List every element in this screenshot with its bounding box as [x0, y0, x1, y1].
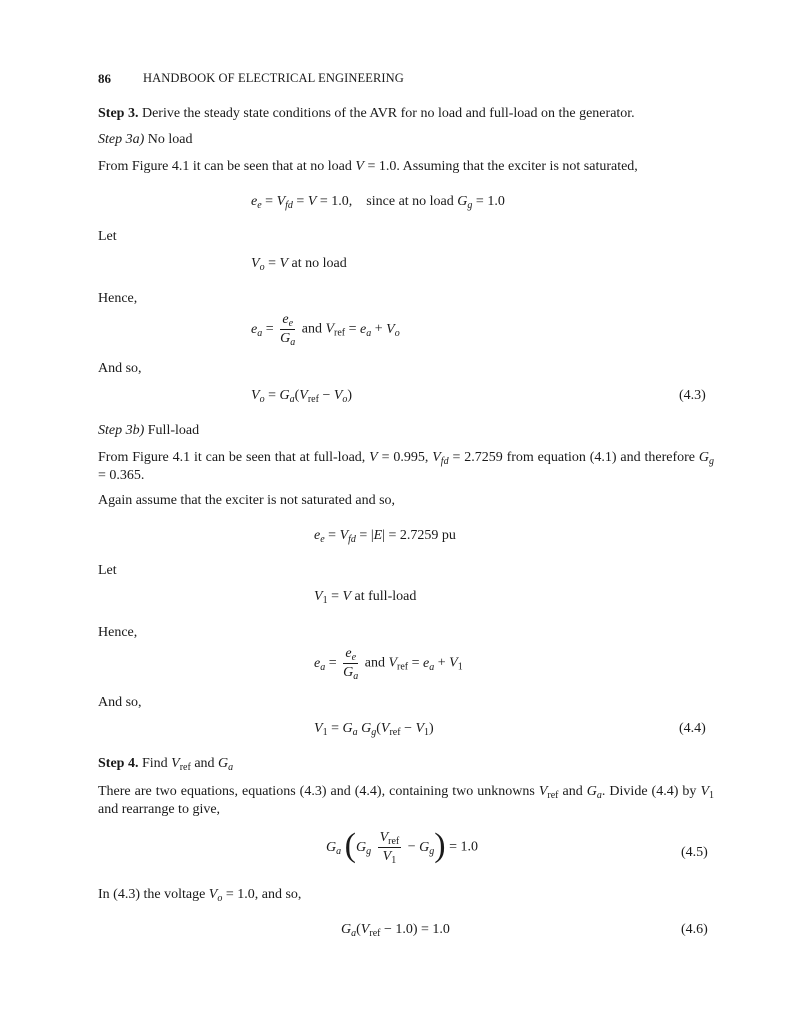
- step3b-label: Step 3b): [98, 423, 145, 438]
- equation-fullload: $e_e = V_{fd} = |E| = 2.7259$ pu: [314, 528, 456, 545]
- step3-label: Step 3.: [98, 106, 139, 121]
- equation-4-5: $G_a$ ($G_g$ $\frac{V_{ref}}{V_1}$ − $G_g) = 1.0$: [326, 826, 479, 866]
- equation-4-4: $V_1 = G_a$ $G_g(V_{ref} - V_1)$: [314, 721, 434, 738]
- step4-label: Step 4.: [98, 756, 139, 771]
- word-hence-1: Hence,: [98, 291, 138, 306]
- paragraph-two-equations: There are two equations, equations (4.3) and (4.4), containing two unknowns $V_{ref}$ and $G_a$. Divide (4.4) by $V_1$ and rearrange to give,: [98, 784, 714, 817]
- step3a-label: Step 3a): [98, 132, 145, 147]
- step3a-heading: [98, 132, 192, 148]
- equation-number-4-6: (4.6): [681, 922, 708, 937]
- paragraph-again: Again assume that the exciter is not saturated and so,: [98, 493, 396, 508]
- equation-number-4-4: (4.4): [679, 721, 706, 736]
- running-title: HANDBOOK OF ELECTRICAL ENGINEERING: [143, 71, 404, 85]
- page-number: 86: [98, 71, 111, 86]
- word-hence-2: Hence,: [98, 625, 138, 640]
- paragraph-in-43: In (4.3) the voltage $V_o = 1.0$, and so,: [98, 887, 302, 904]
- equation-ea-fullload: $e_a$ = $\frac{e_e}{G_a}$ and $V_{ref} = e_a + V_1$: [314, 646, 463, 682]
- equation-number-4-3: (4.3): [679, 388, 706, 403]
- step3b-heading: [98, 423, 199, 439]
- equation-vo-def: $V_o = V$ at no load: [251, 256, 347, 273]
- equation-ea-noload: $e_a$ = $\frac{e_e}{G_a}$ and $V_{ref} = e_a + V_o$: [251, 312, 400, 348]
- word-andso-2: And so,: [98, 695, 142, 710]
- word-let-2: Let: [98, 563, 117, 578]
- word-andso-1: And so,: [98, 361, 142, 376]
- equation-noload: $e_e = V_{fd} = V = 1.0$, since at no load $G_g = 1.0$: [251, 194, 505, 211]
- step3a-text: No load: [147, 132, 193, 147]
- equation-number-4-5: (4.5): [681, 845, 708, 860]
- paragraph-fullload: From Figure 4.1 it can be seen that at full-load, V = 0.995, $V_{fd} = 2.7259$ from equation (4.1) and therefore $G_g = 0.365$.: [98, 450, 715, 483]
- paragraph-noload: From Figure 4.1 it can be seen that at no load V = 1.0. Assuming that the exciter is not saturated,: [98, 159, 638, 174]
- step3-text: Derive the steady state conditions of the AVR for no load and full-load on the generator.: [141, 106, 635, 121]
- step4-heading: Step 4. Find $V_{ref}$ and $G_a$: [98, 756, 234, 773]
- equation-4-3: $V_o = G_a(V_{ref} - V_o)$: [251, 388, 353, 405]
- step3-heading: [98, 106, 635, 122]
- word-let-1: Let: [98, 229, 117, 244]
- step3b-text: Full-load: [147, 423, 200, 438]
- equation-4-6: $G_a(V_{ref} - 1.0) = 1.0$: [341, 922, 450, 939]
- equation-v1-def: $V_1 = V$ at full-load: [314, 589, 417, 606]
